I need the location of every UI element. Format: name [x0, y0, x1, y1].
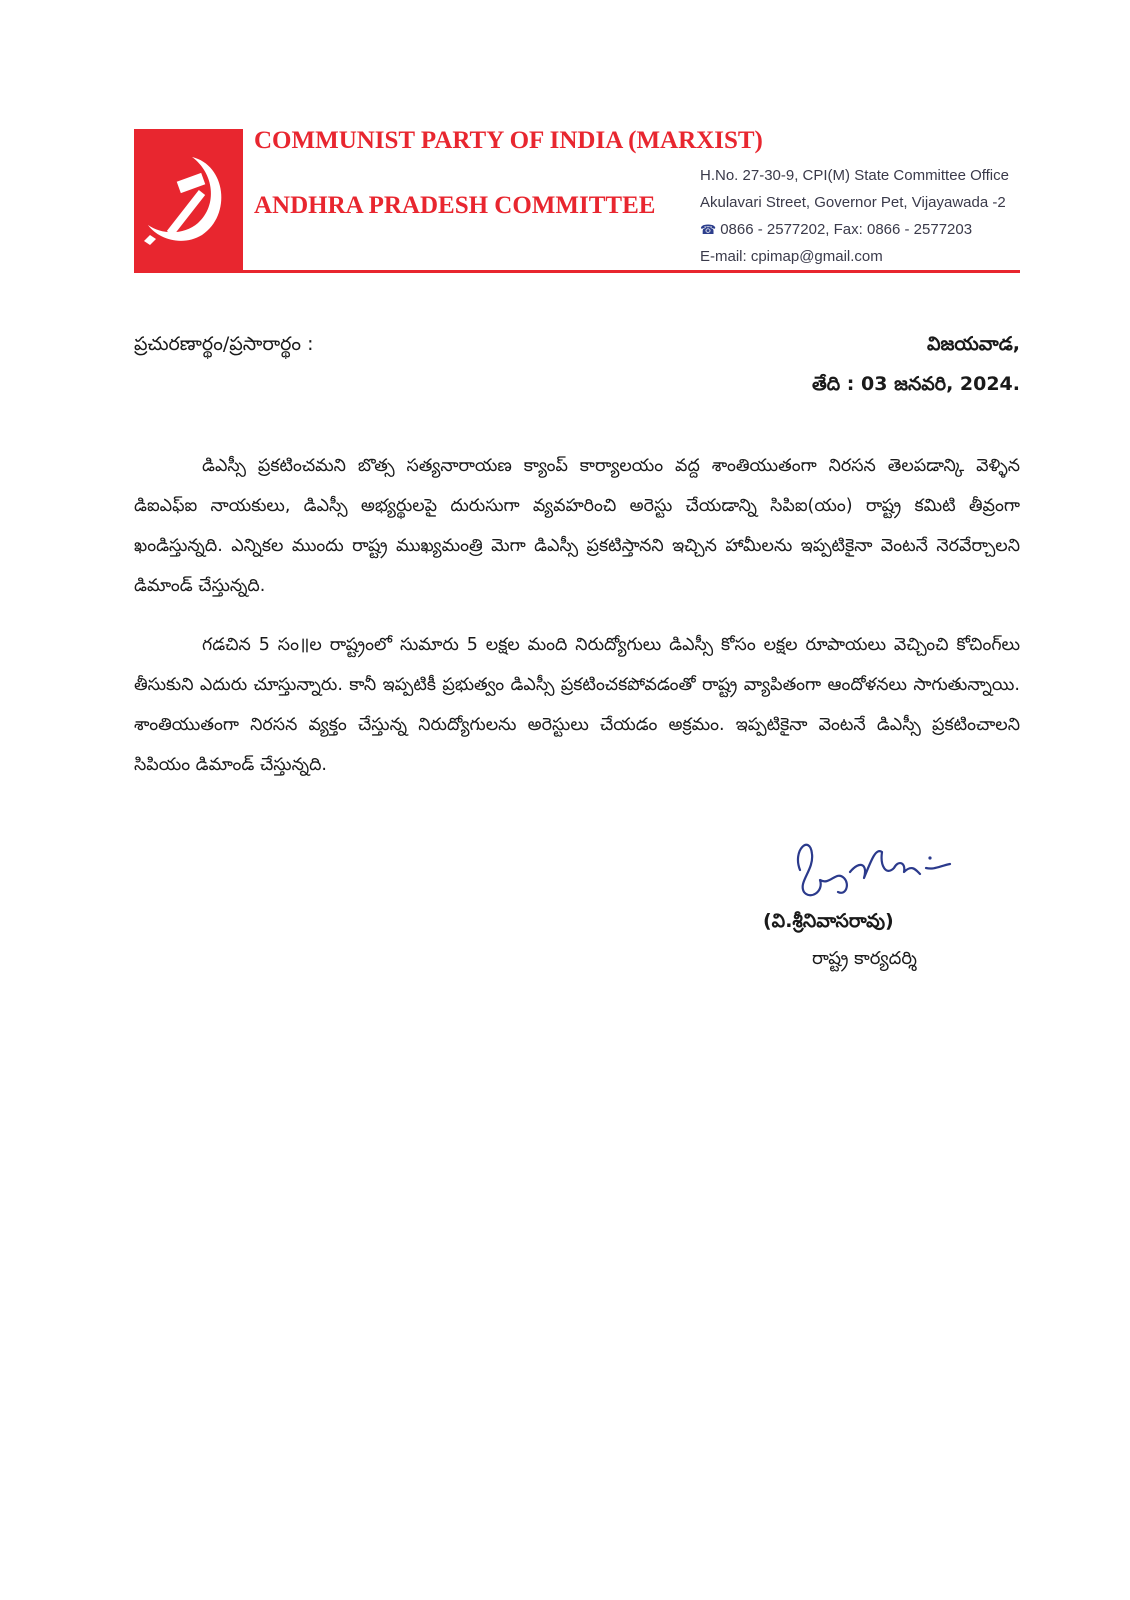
hammer-sickle-icon [134, 129, 243, 273]
committee-name: ANDHRA PRADESH COMMITTEE [254, 192, 656, 219]
email-line: E-mail: cpimap@gmail.com [700, 248, 883, 265]
body-paragraph-2: గడచిన 5 సం॥ల రాష్ట్రంలో సుమారు 5 లక్షల మంది నిరుద్యోగులు డిఎస్సీ కోసం లక్షల రూపాయలు వెచ్చించి కోచింగ్‌లు తీసుకుని ఎదురు చూస్తున్నారు. కానీ ఇప్పటికీ ప్రభుత్వం డిఎస్సీ ప్రకటించకపోవడంతో రాష్ట్ర వ్యాపితంగా ఆందోళనలు సాగుతున్నాయి. శాంతియుతంగా నిరసన వ్యక్తం చేస్తున్న నిరుద్యోగులను అరెస్టులు చేయడం అక్రమం. ఇప్పటికైనా వెంటనే డిఎస్సీ ప్రకటించాలని సిపియం డిమాండ్ చేస్తున్నది. [134, 635, 1020, 775]
place-name: విజయవాడ, [926, 333, 1020, 355]
telephone-icon: ☎ [700, 222, 717, 237]
contact-block [700, 167, 1009, 275]
header-divider [134, 270, 1020, 273]
release-label: ప్రచురణార్థం/ప్రసారార్థం : [134, 333, 314, 355]
signatory-title: రాష్ట్ర కార్యదర్శి [812, 948, 917, 969]
release-date: తేది : 03 జనవరి, 2024. [811, 373, 1020, 395]
address-line-2: Akulavari Street, Governor Pet, Vijayawada -2 [700, 194, 1006, 211]
party-name: COMMUNIST PARTY OF INDIA (MARXIST) [254, 127, 763, 154]
phone-fax-text: 0866 - 2577202, Fax: 0866 - 2577203 [720, 221, 973, 238]
handwritten-signature [790, 830, 970, 914]
body-paragraph-1: డిఎస్సీ ప్రకటించమని బొత్స సత్యనారాయణ క్యాంప్ కార్యాలయం వద్ద శాంతియుతంగా నిరసన తెలపడాన్కి వెళ్ళిన డిఐఎఫ్ఐ నాయకులు, డిఎస్సీ అభ్యర్థులపై దురుసుగా వ్యవహరించి అరెస్టు చేయడాన్ని సిపిఐ(యం) రాష్ట్ర కమిటి తీవ్రంగా ఖండిస్తున్నది. ఎన్నికల ముందు రాష్ట్ర ముఖ్యమంత్రి మెగా డిఎస్సీ ప్రకటిస్తానని ఇచ్చిన హామీలను ఇప్పటికైనా వెంటనే నెరవేర్చాలని డిమాండ్ చేస్తున్నది. [134, 456, 1020, 596]
party-logo [134, 129, 243, 273]
phone-line [700, 221, 1009, 248]
signatory-name: (వి.శ్రీనివాసరావు) [763, 910, 894, 932]
address-line-1: H.No. 27-30-9, CPI(M) State Committee Office [700, 167, 1009, 184]
